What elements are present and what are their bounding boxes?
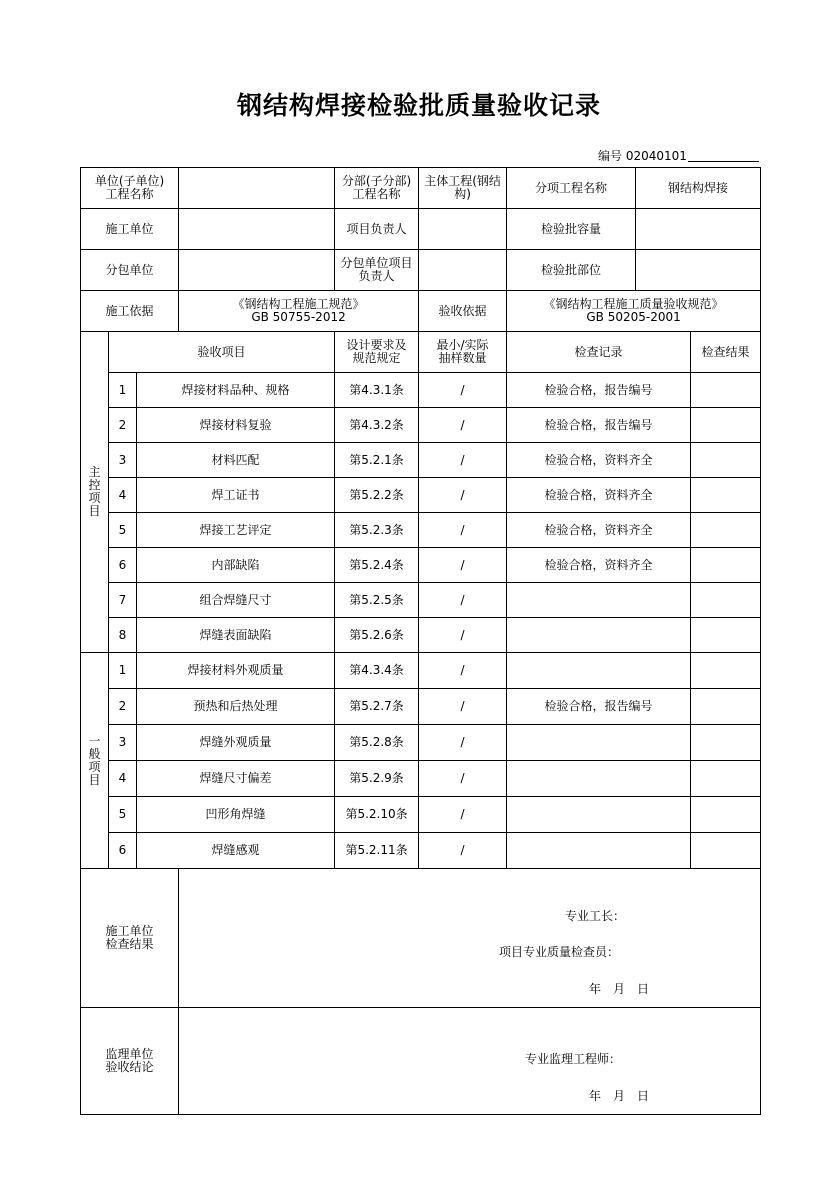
row-sample[interactable]: / — [419, 478, 507, 513]
row-number: 5 — [109, 513, 137, 548]
general-section-label: 一般项目 — [81, 653, 109, 869]
row-record[interactable] — [507, 618, 691, 653]
project-manager-value[interactable] — [419, 209, 507, 250]
row-number: 2 — [109, 689, 137, 725]
unit-name-value[interactable] — [179, 168, 335, 209]
row-number: 2 — [109, 408, 137, 443]
row-spec: 第5.2.9条 — [335, 761, 419, 797]
row-item: 焊缝感观 — [137, 833, 335, 869]
row-sample[interactable]: / — [419, 373, 507, 408]
supervision-row — [81, 1008, 761, 1115]
sub-project-label: 分部(子分部) 工程名称 — [335, 168, 419, 209]
page-title: 钢结构焊接检验批质量验收记录 — [236, 91, 601, 120]
batch-location-value[interactable] — [636, 250, 761, 291]
row-number: 5 — [109, 797, 137, 833]
supervision-engineer-label: 专业监理工程师： — [525, 1052, 622, 1066]
row-spec: 第5.2.3条 — [335, 513, 419, 548]
row-sample[interactable]: / — [419, 443, 507, 478]
row-record[interactable]: 检验合格，资料齐全 — [507, 478, 691, 513]
row-number: 8 — [109, 618, 137, 653]
subcontract-unit-label: 分包单位 — [81, 250, 179, 291]
row-result[interactable] — [691, 618, 761, 653]
header-row-unit — [81, 168, 761, 209]
row-record[interactable] — [507, 583, 691, 618]
row-record[interactable] — [507, 797, 691, 833]
table-row — [81, 583, 761, 618]
row-record[interactable]: 检验合格，报告编号 — [507, 373, 691, 408]
table-row — [81, 653, 761, 689]
row-spec: 第5.2.8条 — [335, 725, 419, 761]
row-spec: 第4.3.1条 — [335, 373, 419, 408]
project-manager-label: 项目负责人 — [335, 209, 419, 250]
row-sample[interactable]: / — [419, 548, 507, 583]
row-record[interactable]: 检验合格，资料齐全 — [507, 548, 691, 583]
row-item: 焊缝尺寸偏差 — [137, 761, 335, 797]
row-number: 6 — [109, 833, 137, 869]
row-record[interactable] — [507, 833, 691, 869]
subcontract-unit-value[interactable] — [179, 250, 335, 291]
row-number: 3 — [109, 725, 137, 761]
row-record[interactable]: 检验合格，资料齐全 — [507, 513, 691, 548]
row-record[interactable] — [507, 761, 691, 797]
row-record[interactable]: 检验合格，报告编号 — [507, 689, 691, 725]
table-row — [81, 618, 761, 653]
row-record[interactable] — [507, 725, 691, 761]
subcontract-manager-value[interactable] — [419, 250, 507, 291]
table-row — [81, 761, 761, 797]
row-number: 1 — [109, 373, 137, 408]
acceptance-basis-value: 《钢结构工程施工质量验收规范》 GB 50205-2001 — [507, 291, 761, 332]
row-spec: 第5.2.2条 — [335, 478, 419, 513]
row-record[interactable] — [507, 653, 691, 689]
row-spec: 第5.2.7条 — [335, 689, 419, 725]
row-item: 凹形角焊缝 — [137, 797, 335, 833]
col-header-item: 验收项目 — [109, 332, 335, 373]
construction-check-row — [81, 869, 761, 1008]
col-header-sample: 最小/实际 抽样数量 — [419, 332, 507, 373]
row-sample[interactable]: / — [419, 761, 507, 797]
construction-unit-label: 施工单位 — [81, 209, 179, 250]
row-item: 材料匹配 — [137, 443, 335, 478]
row-sample[interactable]: / — [419, 725, 507, 761]
row-sample[interactable]: / — [419, 797, 507, 833]
header-row-construction — [81, 209, 761, 250]
table-row — [81, 833, 761, 869]
col-header-design-req: 设计要求及 规范规定 — [335, 332, 419, 373]
row-sample[interactable]: / — [419, 513, 507, 548]
row-spec: 第4.3.2条 — [335, 408, 419, 443]
quality-inspector-label: 项目专业质量检查员： — [499, 945, 620, 959]
row-result[interactable] — [691, 725, 761, 761]
row-result[interactable] — [691, 689, 761, 725]
row-record[interactable]: 检验合格，资料齐全 — [507, 443, 691, 478]
supervision-area[interactable] — [179, 1008, 761, 1115]
construction-unit-value[interactable] — [179, 209, 335, 250]
construction-check-label: 施工单位 检查结果 — [81, 869, 179, 1008]
row-spec: 第5.2.6条 — [335, 618, 419, 653]
row-result[interactable] — [691, 583, 761, 618]
row-item: 焊缝表面缺陷 — [137, 618, 335, 653]
row-spec: 第5.2.5条 — [335, 583, 419, 618]
batch-capacity-value[interactable] — [636, 209, 761, 250]
document-number: 编号 02040101 — [598, 149, 687, 163]
row-spec: 第5.2.11条 — [335, 833, 419, 869]
row-item: 焊接材料复验 — [137, 408, 335, 443]
unit-name-label: 单位(子单位) 工程名称 — [81, 168, 179, 209]
row-result[interactable] — [691, 548, 761, 583]
row-sample[interactable]: / — [419, 583, 507, 618]
table-row — [81, 408, 761, 443]
supervision-date: 年 月 日 — [589, 1089, 650, 1103]
construction-date: 年 月 日 — [589, 982, 650, 996]
row-result[interactable] — [691, 443, 761, 478]
row-result[interactable] — [691, 653, 761, 689]
row-number: 4 — [109, 761, 137, 797]
supervision-label: 监理单位 验收结论 — [81, 1008, 179, 1115]
row-result[interactable] — [691, 761, 761, 797]
row-result[interactable] — [691, 513, 761, 548]
header-row-basis — [81, 291, 761, 332]
row-record[interactable]: 检验合格，报告编号 — [507, 408, 691, 443]
col-header-record: 检查记录 — [507, 332, 691, 373]
row-number: 6 — [109, 548, 137, 583]
row-spec: 第5.2.4条 — [335, 548, 419, 583]
row-number: 3 — [109, 443, 137, 478]
row-sample[interactable]: / — [419, 653, 507, 689]
row-result[interactable] — [691, 833, 761, 869]
row-result[interactable] — [691, 373, 761, 408]
subcontract-manager-label: 分包单位项目 负责人 — [335, 250, 419, 291]
sub-project-value[interactable]: 主体工程(钢结构) — [419, 168, 507, 209]
row-sample[interactable]: / — [419, 689, 507, 725]
table-row — [81, 797, 761, 833]
table-row — [81, 513, 761, 548]
row-sample[interactable]: / — [419, 408, 507, 443]
construction-check-area[interactable] — [179, 869, 761, 1008]
document-number-underline — [688, 161, 759, 162]
row-item: 焊工证书 — [137, 478, 335, 513]
header-row-subcontract — [81, 250, 761, 291]
table-row — [81, 443, 761, 478]
foreman-label: 专业工长： — [565, 909, 626, 923]
construction-basis-value: 《钢结构工程施工规范》 GB 50755-2012 — [179, 291, 419, 332]
item-project-value[interactable]: 钢结构焊接 — [636, 168, 761, 209]
row-number: 7 — [109, 583, 137, 618]
row-sample[interactable]: / — [419, 618, 507, 653]
table-row — [81, 548, 761, 583]
row-item: 焊接材料外观质量 — [137, 653, 335, 689]
row-spec: 第4.3.4条 — [335, 653, 419, 689]
row-item: 焊接工艺评定 — [137, 513, 335, 548]
row-result[interactable] — [691, 797, 761, 833]
construction-basis-label: 施工依据 — [81, 291, 179, 332]
item-project-label: 分项工程名称 — [507, 168, 636, 209]
row-item: 焊缝外观质量 — [137, 725, 335, 761]
row-number: 1 — [109, 653, 137, 689]
row-item: 焊接材料品种、规格 — [137, 373, 335, 408]
row-item: 组合焊缝尺寸 — [137, 583, 335, 618]
row-number: 4 — [109, 478, 137, 513]
row-result[interactable] — [691, 408, 761, 443]
table-row — [81, 373, 761, 408]
row-sample[interactable]: / — [419, 833, 507, 869]
col-header-result: 检查结果 — [691, 332, 761, 373]
batch-location-label: 检验批部位 — [507, 250, 636, 291]
row-item: 内部缺陷 — [137, 548, 335, 583]
row-item: 预热和后热处理 — [137, 689, 335, 725]
column-header-row — [81, 332, 761, 373]
row-spec: 第5.2.1条 — [335, 443, 419, 478]
row-spec: 第5.2.10条 — [335, 797, 419, 833]
table-row — [81, 478, 761, 513]
main-control-section-label: 主控项目 — [81, 332, 109, 653]
acceptance-form-table — [80, 167, 761, 1115]
table-row — [81, 725, 761, 761]
table-row — [81, 689, 761, 725]
row-result[interactable] — [691, 478, 761, 513]
batch-capacity-label: 检验批容量 — [507, 209, 636, 250]
acceptance-basis-label: 验收依据 — [419, 291, 507, 332]
